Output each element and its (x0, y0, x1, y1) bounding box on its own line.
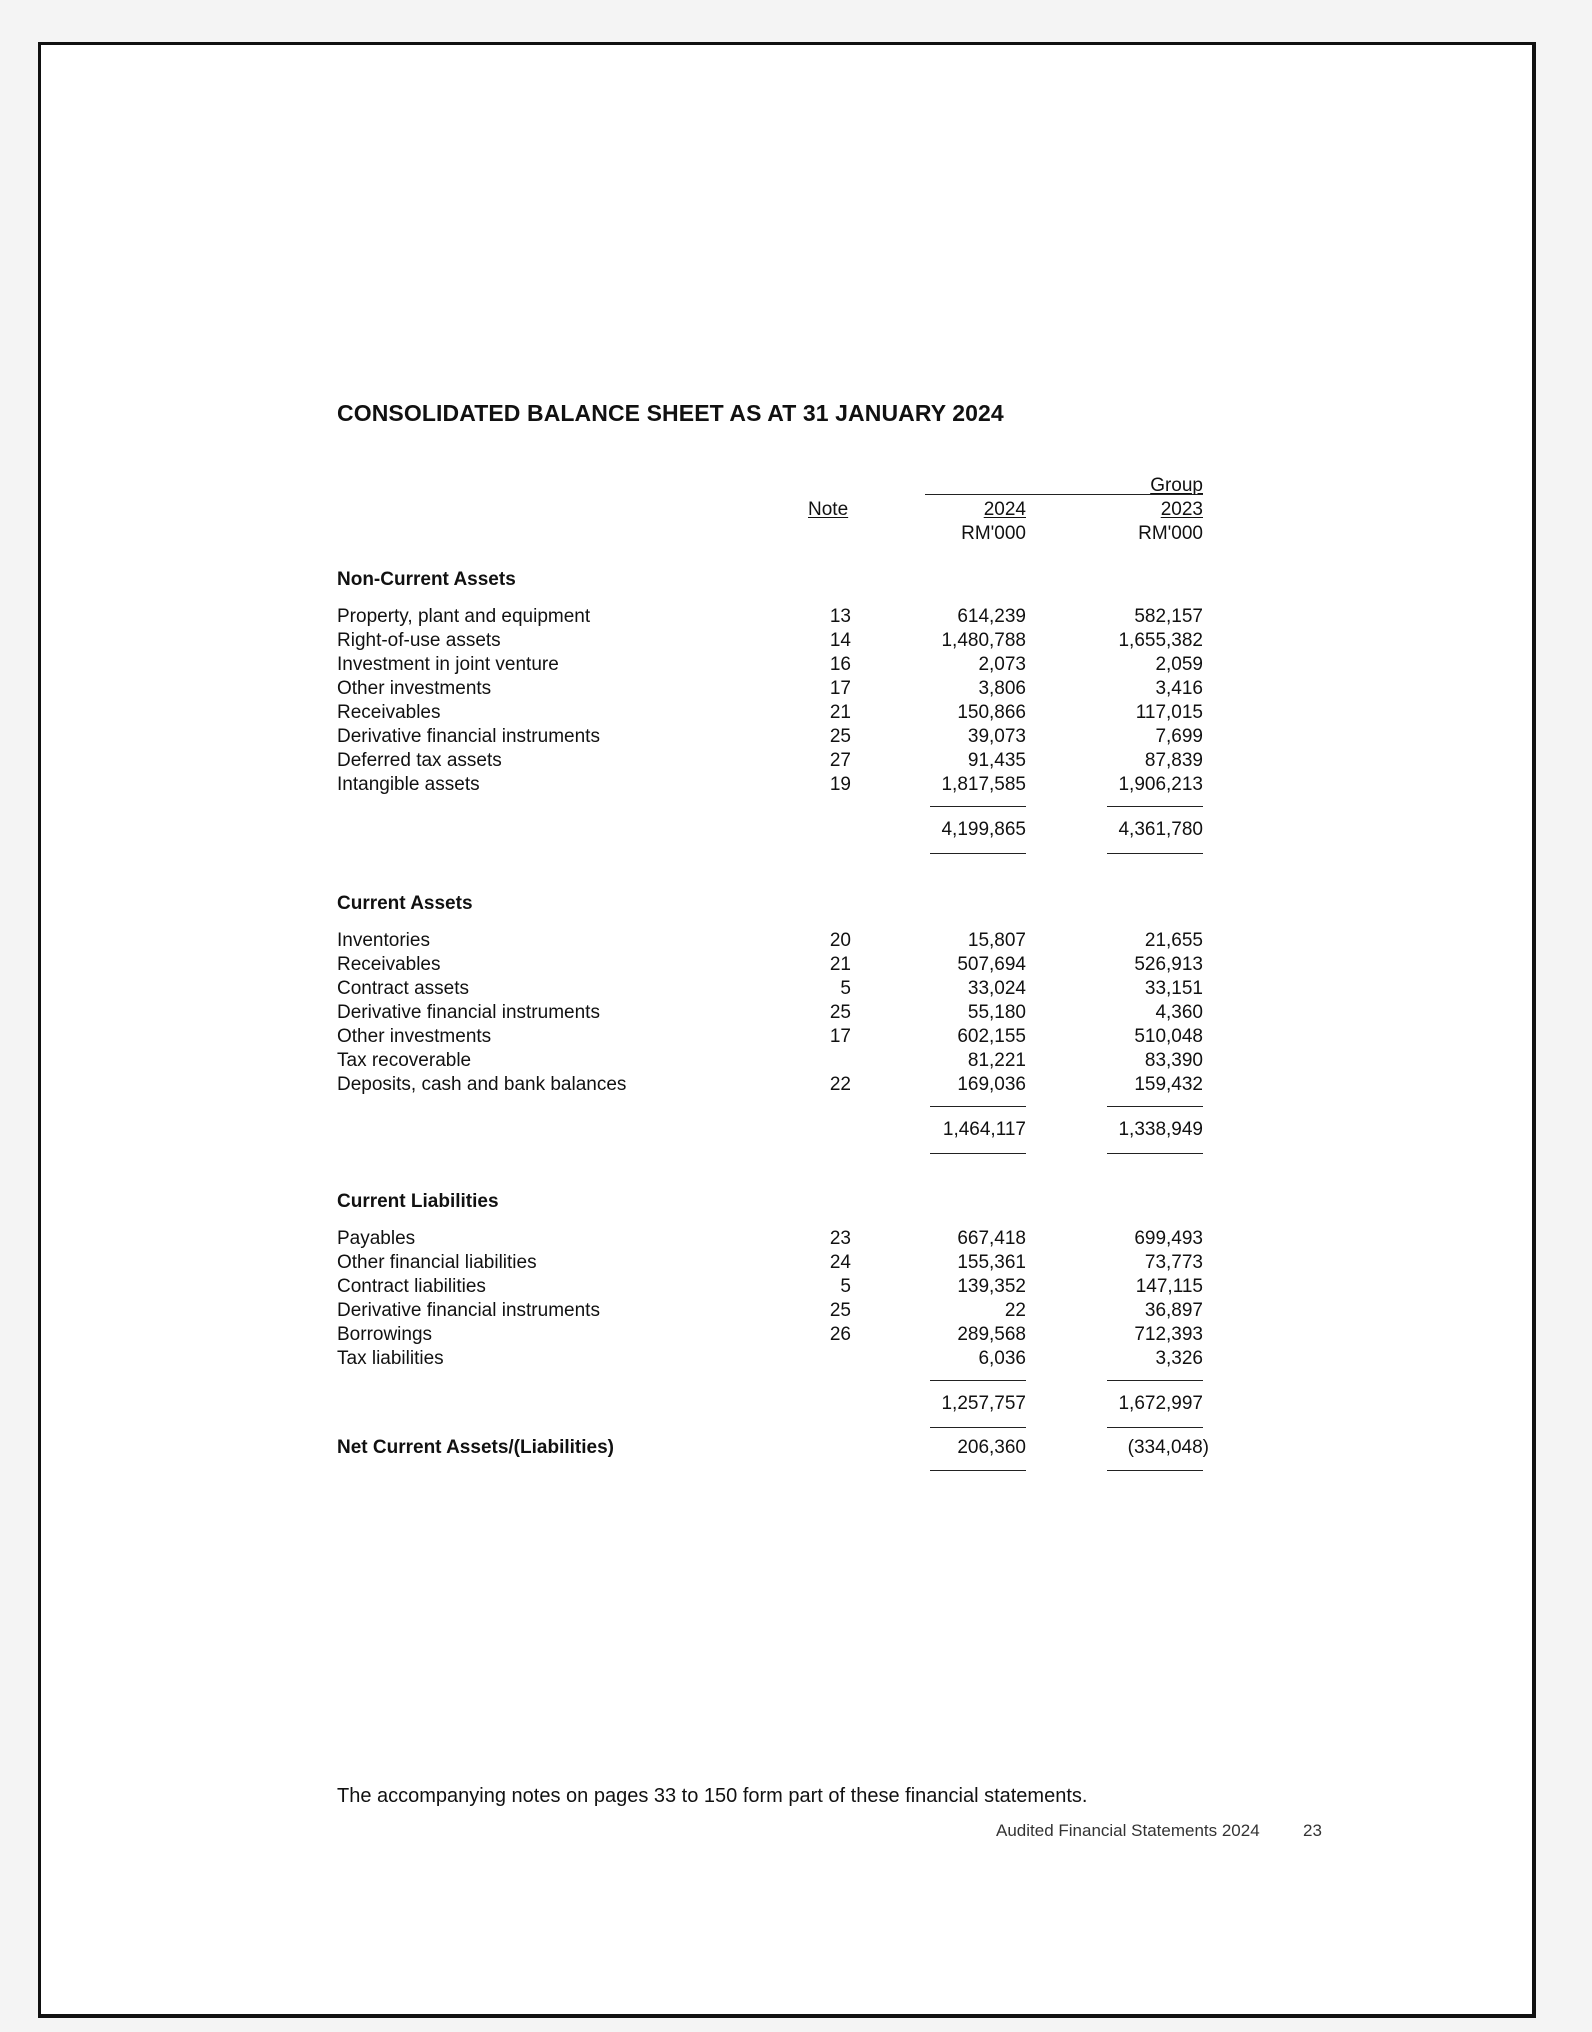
line-item-label: Receivables (337, 702, 441, 723)
net-current-assets-label: Net Current Assets/(Liabilities) (337, 1437, 614, 1458)
line-item-label: Payables (337, 1228, 416, 1249)
line-item-note: 26 (829, 1324, 851, 1345)
unit-2023-header: RM'000 (1138, 523, 1203, 544)
line-item-value-2024: 3,806 (978, 678, 1026, 699)
line-item-label: Tax recoverable (337, 1050, 472, 1071)
non-current-assets-total-underline-2024 (930, 853, 1026, 854)
unit-2024-header: RM'000 (961, 523, 1026, 544)
current-assets-heading: Current Assets (337, 893, 473, 914)
line-item-note: 5 (840, 978, 851, 999)
line-item-value-2023: 33,151 (1144, 978, 1203, 999)
line-item-label: Other investments (337, 1026, 492, 1047)
line-item-value-2024: 22 (1004, 1300, 1026, 1321)
current-liabilities-subtotal-rule-2024 (930, 1380, 1026, 1381)
current-liabilities-heading: Current Liabilities (337, 1191, 499, 1212)
line-item-value-2024: 139,352 (957, 1276, 1026, 1297)
line-item-value-2023: 117,015 (1135, 702, 1203, 723)
line-item-value-2024: 6,036 (978, 1348, 1026, 1369)
current-assets-total-underline-2024 (930, 1153, 1026, 1154)
line-item-note: 16 (829, 654, 851, 675)
line-item-note: 5 (840, 1276, 851, 1297)
year-2024-header: 2024 (983, 499, 1026, 520)
line-item-label: Derivative financial instruments (337, 726, 600, 747)
line-item-note: 19 (829, 774, 851, 795)
net-current-assets-underline-2024 (930, 1470, 1026, 1471)
line-item-label: Receivables (337, 954, 441, 975)
line-item-value-2024: 91,435 (967, 750, 1026, 771)
line-item-value-2023: 83,390 (1144, 1050, 1203, 1071)
current-assets-subtotal-rule-2024 (930, 1106, 1026, 1107)
non-current-assets-subtotal-rule-2024 (930, 806, 1026, 807)
footer-document-title: Audited Financial Statements 2024 (996, 1821, 1260, 1840)
group-column-header: Group (1150, 475, 1203, 496)
line-item-value-2024: 81,221 (967, 1050, 1026, 1071)
current-assets-total-2023: 1,338,949 (1118, 1119, 1203, 1140)
current-assets-subtotal-rule-2023 (1107, 1106, 1203, 1107)
line-item-label: Derivative financial instruments (337, 1002, 600, 1023)
line-item-note: 21 (829, 954, 851, 975)
current-liabilities-total-underline-2023 (1107, 1427, 1203, 1428)
year-2023-header: 2023 (1160, 499, 1203, 520)
net-current-assets-2023: (334,048) (1127, 1437, 1209, 1458)
line-item-value-2023: 147,115 (1135, 1276, 1203, 1297)
line-item-value-2024: 169,036 (957, 1074, 1026, 1095)
current-assets-total-2024: 1,464,117 (942, 1119, 1026, 1140)
non-current-assets-total-2024: 4,199,865 (941, 819, 1026, 840)
line-item-label: Contract assets (337, 978, 469, 999)
line-item-value-2024: 2,073 (978, 654, 1026, 675)
line-item-label: Property, plant and equipment (337, 606, 591, 627)
line-item-value-2024: 507,694 (957, 954, 1026, 975)
line-item-note: 25 (829, 1002, 851, 1023)
line-item-value-2024: 667,418 (957, 1228, 1026, 1249)
line-item-value-2023: 159,432 (1134, 1074, 1203, 1095)
line-item-note: 20 (829, 930, 851, 951)
line-item-note: 21 (829, 702, 851, 723)
line-item-value-2024: 1,817,585 (941, 774, 1026, 795)
line-item-value-2023: 73,773 (1144, 1252, 1203, 1273)
line-item-label: Deferred tax assets (337, 750, 502, 771)
line-item-value-2024: 15,807 (967, 930, 1026, 951)
line-item-label: Other investments (337, 678, 492, 699)
line-item-value-2024: 614,239 (957, 606, 1026, 627)
current-liabilities-total-underline-2024 (930, 1427, 1026, 1428)
line-item-label: Contract liabilities (337, 1276, 486, 1297)
non-current-assets-heading: Non-Current Assets (337, 569, 516, 590)
page-number: 23 (1303, 1821, 1322, 1840)
document-page (38, 42, 1536, 2018)
line-item-note: 17 (829, 678, 851, 699)
footer-note: The accompanying notes on pages 33 to 150 form part of these financial statements. (337, 1785, 1088, 1807)
line-item-label: Right-of-use assets (337, 630, 501, 651)
line-item-value-2023: 36,897 (1144, 1300, 1203, 1321)
line-item-label: Investment in joint venture (337, 654, 559, 675)
line-item-value-2024: 150,866 (957, 702, 1026, 723)
line-item-note: 13 (829, 606, 851, 627)
line-item-value-2023: 2,059 (1155, 654, 1203, 675)
line-item-value-2024: 1,480,788 (941, 630, 1026, 651)
line-item-value-2023: 21,655 (1144, 930, 1203, 951)
line-item-value-2023: 699,493 (1134, 1228, 1203, 1249)
note-column-header: Note (808, 499, 849, 520)
net-current-assets-underline-2023 (1107, 1470, 1203, 1471)
line-item-value-2024: 55,180 (967, 1002, 1026, 1023)
line-item-value-2024: 155,361 (957, 1252, 1026, 1273)
line-item-value-2024: 602,155 (957, 1026, 1026, 1047)
line-item-value-2023: 510,048 (1134, 1026, 1203, 1047)
line-item-value-2023: 526,913 (1134, 954, 1203, 975)
line-item-note: 23 (829, 1228, 851, 1249)
page-title: CONSOLIDATED BALANCE SHEET AS AT 31 JANUARY 2024 (337, 400, 1004, 426)
line-item-value-2024: 33,024 (967, 978, 1026, 999)
line-item-label: Borrowings (337, 1324, 433, 1345)
line-item-value-2023: 582,157 (1134, 606, 1203, 627)
line-item-note: 24 (829, 1252, 851, 1273)
line-item-label: Deposits, cash and bank balances (337, 1074, 627, 1095)
non-current-assets-total-2023: 4,361,780 (1118, 819, 1203, 840)
line-item-value-2024: 39,073 (967, 726, 1026, 747)
line-item-value-2023: 3,326 (1155, 1348, 1203, 1369)
line-item-label: Other financial liabilities (337, 1252, 537, 1273)
line-item-label: Tax liabilities (337, 1348, 444, 1369)
line-item-value-2023: 712,393 (1134, 1324, 1203, 1345)
current-liabilities-total-2023: 1,672,997 (1118, 1393, 1203, 1414)
line-item-note: 25 (829, 726, 851, 747)
non-current-assets-subtotal-rule-2023 (1107, 806, 1203, 807)
line-item-value-2023: 1,655,382 (1118, 630, 1203, 651)
net-current-assets-2024: 206,360 (957, 1437, 1026, 1458)
line-item-note: 27 (829, 750, 851, 771)
line-item-label: Inventories (337, 930, 430, 951)
line-item-value-2023: 4,360 (1155, 1002, 1203, 1023)
line-item-value-2023: 1,906,213 (1118, 774, 1203, 795)
line-item-value-2024: 289,568 (957, 1324, 1026, 1345)
line-item-note: 17 (829, 1026, 851, 1047)
current-liabilities-total-2024: 1,257,757 (941, 1393, 1026, 1414)
current-assets-total-underline-2023 (1107, 1153, 1203, 1154)
non-current-assets-total-underline-2023 (1107, 853, 1203, 854)
line-item-note: 22 (829, 1074, 851, 1095)
current-liabilities-subtotal-rule-2023 (1107, 1380, 1203, 1381)
line-item-value-2023: 7,699 (1155, 726, 1203, 747)
line-item-value-2023: 87,839 (1144, 750, 1203, 771)
line-item-note: 14 (829, 630, 851, 651)
line-item-label: Intangible assets (337, 774, 480, 795)
line-item-note: 25 (829, 1300, 851, 1321)
line-item-value-2023: 3,416 (1155, 678, 1203, 699)
line-item-label: Derivative financial instruments (337, 1300, 600, 1321)
